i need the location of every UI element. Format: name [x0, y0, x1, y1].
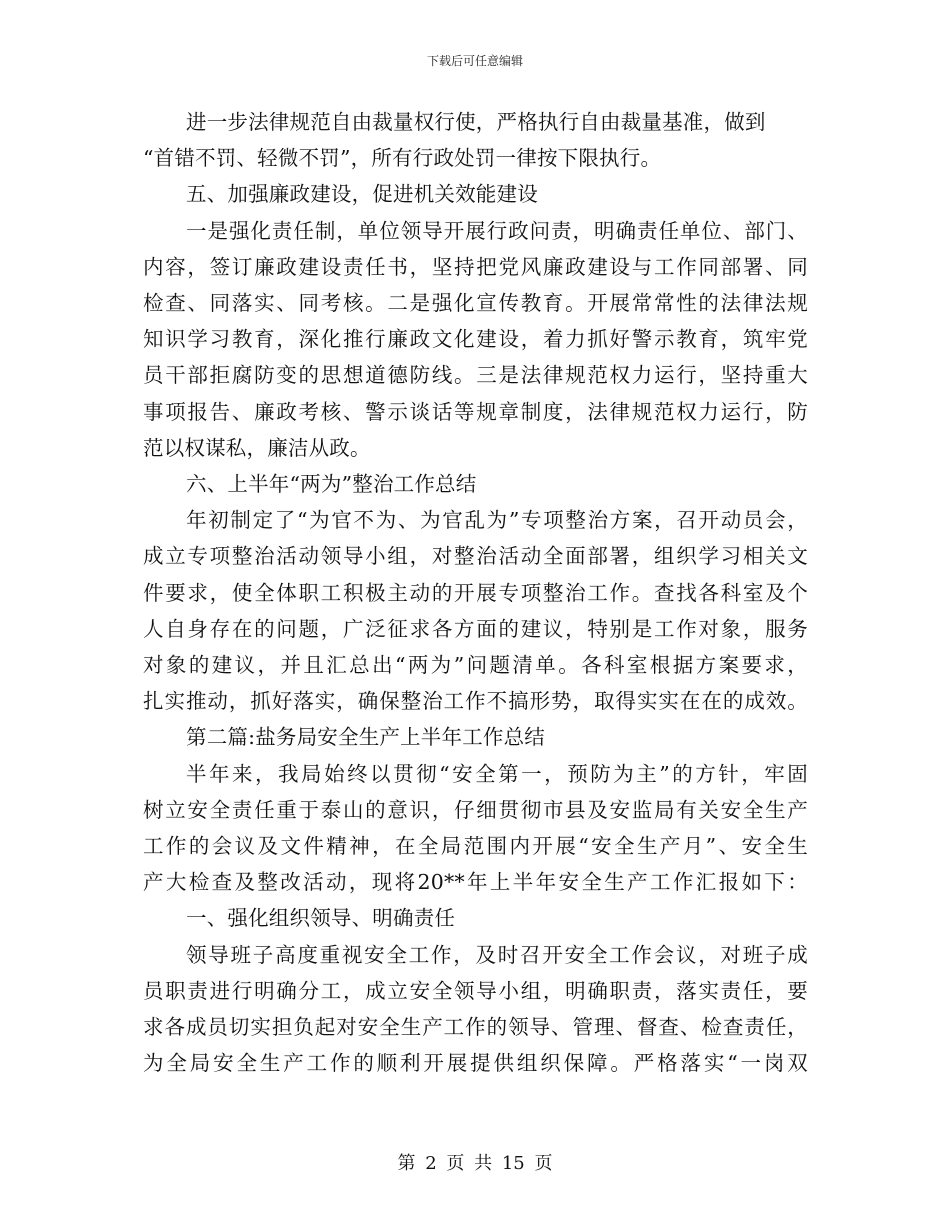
body-line: 工作的会议及文件精神，在全局范围内开展“安全生产月”、安全生 [143, 834, 808, 859]
body-line: “首错不罚、轻微不罚”，所有行政处罚一律按下限执行。 [143, 146, 662, 171]
body-line: 员干部拒腐防变的思想道德防线。三是法律规范权力运行，坚持重大 [143, 363, 808, 388]
body-line: 扎实推动，抓好落实，确保整治工作不搞形势，取得实实在在的成效。 [143, 689, 808, 714]
body-line: 内容，签订廉政建设责任书，坚持把党风廉政建设与工作同部署、同 [143, 254, 808, 279]
body-line: 半年来，我局始终以贯彻“安全第一，预防为主”的方针，牢固 [186, 761, 808, 786]
body-line: 成立专项整治活动领导小组，对整治活动全面部署，组织学习相关文 [143, 544, 808, 569]
body-line: 年初制定了“为官不为、为官乱为”专项整治方案，召开动员会， [186, 508, 808, 533]
body-line: 人自身存在的问题，广泛征求各方面的建议，特别是工作对象，服务 [143, 616, 808, 641]
page-header: 下载后可任意编辑 [426, 54, 523, 68]
body-line: 对象的建议，并且汇总出“两为”问题清单。各科室根据方案要求， [143, 653, 808, 678]
body-line: 员职责进行明确分工，成立安全领导小组，明确职责，落实责任，要 [143, 978, 808, 1003]
document-body [143, 104, 808, 1081]
body-line: 进一步法律规范自由裁量权行使，严格执行自由裁量基准，做到 [186, 110, 766, 134]
body-line: 树立安全责任重于泰山的意识，仔细贯彻市县及安监局有关安全生产 [143, 797, 808, 822]
body-line: 为全局安全生产工作的顺利开展提供组织保障。严格落实“一岗双 [143, 1051, 808, 1076]
body-line: 产大检查及整改活动，现将20**年上半年安全生产工作汇报如下： [143, 870, 808, 895]
body-line: 领导班子高度重视安全工作，及时召开安全工作会议，对班子成 [186, 942, 808, 967]
article-title: 第二篇:盐务局安全生产上半年工作总结 [186, 725, 546, 750]
body-line: 检查、同落实、同考核。二是强化宣传教育。开展常常性的法律法规 [143, 291, 808, 316]
body-line: 件要求，使全体职工积极主动的开展专项整治工作。查找各科室及个 [143, 580, 808, 605]
body-line: 事项报告、廉政考核、警示谈话等规章制度，法律规范权力运行，防 [143, 399, 808, 424]
body-line: 知识学习教育，深化推行廉政文化建设，着力抓好警示教育，筑牢党 [143, 327, 808, 352]
body-line: 一是强化责任制，单位领导开展行政问责，明确责任单位、部门、 [186, 218, 808, 243]
body-line: 范以权谋私，廉洁从政。 [143, 435, 371, 460]
section-heading: 五、加强廉政建设，促进机关效能建设 [186, 182, 538, 207]
body-line: 求各成员切实担负起对安全生产工作的领导、管理、督查、检查责任， [143, 1015, 808, 1040]
section-heading: 六、上半年“两为”整治工作总结 [186, 472, 477, 497]
page-number: 第 2 页 共 15 页 [397, 1153, 553, 1174]
section-heading: 一、强化组织领导、明确责任 [186, 906, 456, 931]
